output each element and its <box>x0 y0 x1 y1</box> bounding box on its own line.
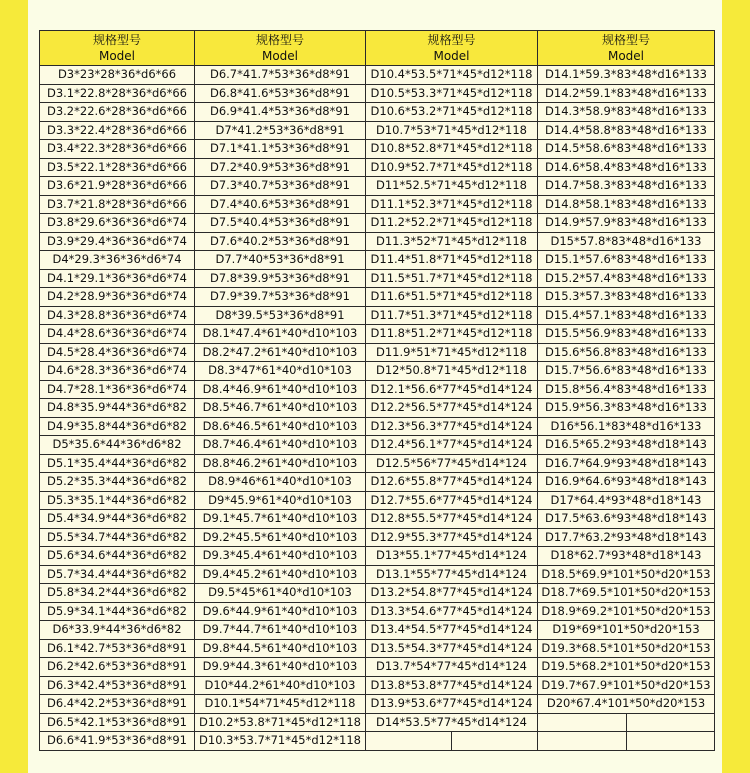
table-row <box>40 732 715 751</box>
model-cell: D15.6*56.8*83*48*d16*133 <box>538 343 715 362</box>
model-cell: D12.6*55.8*77*45*d14*124 <box>366 473 538 492</box>
model-cell: D5.4*34.9*44*36*d6*82 <box>40 510 195 529</box>
table-row <box>40 269 715 288</box>
table-row <box>40 528 715 547</box>
table-row <box>40 621 715 640</box>
model-cell: D5*35.6*44*36*d6*82 <box>40 436 195 455</box>
column-header-en: Model <box>98 49 136 63</box>
model-cell: D6*33.9*44*36*d6*82 <box>40 621 195 640</box>
model-cell: D14.4*58.8*83*48*d16*133 <box>538 121 715 140</box>
model-spec-table-body <box>40 31 715 751</box>
model-cell: D12.2*56.5*77*45*d14*124 <box>366 399 538 418</box>
model-cell: D9.8*44.5*61*40*d10*103 <box>195 639 366 658</box>
table-row <box>40 436 715 455</box>
empty-cell-split <box>538 732 714 750</box>
model-cell: D15.2*57.4*83*48*d16*133 <box>538 269 715 288</box>
table-row <box>40 473 715 492</box>
model-cell: D14.6*58.4*83*48*d16*133 <box>538 158 715 177</box>
column-header-en: Model <box>261 49 299 63</box>
model-cell: D12.7*55.6*77*45*d14*124 <box>366 491 538 510</box>
model-cell: D12.8*55.5*77*45*d14*124 <box>366 510 538 529</box>
model-cell: D10.6*53.2*71*45*d12*118 <box>366 103 538 122</box>
model-cell: D14.9*57.9*83*48*d16*133 <box>538 214 715 233</box>
table-row <box>40 380 715 399</box>
empty-cell-split <box>538 714 714 732</box>
table-row <box>40 195 715 214</box>
model-cell: D12.4*56.1*77*45*d14*124 <box>366 436 538 455</box>
model-cell: D10.8*52.8*71*45*d12*118 <box>366 140 538 159</box>
model-cell: D13.3*54.6*77*45*d14*124 <box>366 602 538 621</box>
model-cell: D18.7*69.5*101*50*d20*153 <box>538 584 715 603</box>
model-cell: D7.5*40.4*53*36*d8*91 <box>195 214 366 233</box>
table-row <box>40 713 715 732</box>
model-cell: D13.8*53.8*77*45*d14*124 <box>366 676 538 695</box>
model-cell: D6.9*41.4*53*36*d8*91 <box>195 103 366 122</box>
model-cell: D15.7*56.6*83*48*d16*133 <box>538 362 715 381</box>
model-cell: D6.4*42.2*53*36*d8*91 <box>40 695 195 714</box>
model-cell: D9.9*44.3*61*40*d10*103 <box>195 658 366 677</box>
model-cell: D4.1*29.1*36*36*d6*74 <box>40 269 195 288</box>
model-cell: D15.3*57.3*83*48*d16*133 <box>538 288 715 307</box>
model-cell: D14.7*58.3*83*48*d16*133 <box>538 177 715 196</box>
table-row <box>40 214 715 233</box>
model-cell: D9.1*45.7*61*40*d10*103 <box>195 510 366 529</box>
table-row <box>40 695 715 714</box>
model-cell: D13.7*54*77*45*d14*124 <box>366 658 538 677</box>
table-row <box>40 454 715 473</box>
table-row <box>40 84 715 103</box>
model-cell: D6.2*42.6*53*36*d8*91 <box>40 658 195 677</box>
model-cell: D16.7*64.9*93*48*d18*143 <box>538 454 715 473</box>
model-cell: D8.1*47.4*61*40*d10*103 <box>195 325 366 344</box>
model-spec-table <box>39 30 715 751</box>
model-cell: D9*45.9*61*40*d10*103 <box>195 491 366 510</box>
table-row <box>40 547 715 566</box>
model-cell: D19.5*68.2*101*50*d20*153 <box>538 658 715 677</box>
model-cell: D11.1*52.3*71*45*d12*118 <box>366 195 538 214</box>
table-row <box>40 676 715 695</box>
model-cell: D8.7*46.4*61*40*d10*103 <box>195 436 366 455</box>
model-cell: D16.5*65.2*93*48*d18*143 <box>538 436 715 455</box>
model-cell: D3.1*22.8*28*36*d6*66 <box>40 84 195 103</box>
model-cell: D15.1*57.6*83*48*d16*133 <box>538 251 715 270</box>
model-cell: D13.9*53.6*77*45*d14*124 <box>366 695 538 714</box>
model-cell: D13*55.1*77*45*d14*124 <box>366 547 538 566</box>
model-cell: D9.7*44.7*61*40*d10*103 <box>195 621 366 640</box>
model-cell: D7.6*40.2*53*36*d8*91 <box>195 232 366 251</box>
model-cell: D14.3*58.9*83*48*d16*133 <box>538 103 715 122</box>
model-cell: D8.4*46.9*61*40*d10*103 <box>195 380 366 399</box>
page-sheet <box>28 0 722 773</box>
column-header-cn: 规格型号 <box>427 33 476 47</box>
column-header-en: Model <box>607 49 645 63</box>
model-cell: D6.5*42.1*53*36*d8*91 <box>40 713 195 732</box>
model-cell: D12.3*56.3*77*45*d14*124 <box>366 417 538 436</box>
model-cell: D5.9*34.1*44*36*d6*82 <box>40 602 195 621</box>
model-cell: D8.2*47.2*61*40*d10*103 <box>195 343 366 362</box>
model-cell: D17.5*63.6*93*48*d18*143 <box>538 510 715 529</box>
model-cell: D14*53.5*77*45*d14*124 <box>366 713 538 732</box>
table-row <box>40 639 715 658</box>
model-cell: D11.4*51.8*71*45*d12*118 <box>366 251 538 270</box>
model-cell: D11.6*51.5*71*45*d12*118 <box>366 288 538 307</box>
model-cell: D3.4*22.3*28*36*d6*66 <box>40 140 195 159</box>
model-cell: D11.9*51*71*45*d12*118 <box>366 343 538 362</box>
model-cell: D12.5*56*77*45*d14*124 <box>366 454 538 473</box>
model-cell: D3.3*22.4*28*36*d6*66 <box>40 121 195 140</box>
model-cell: D15.8*56.4*83*48*d16*133 <box>538 380 715 399</box>
column-header <box>195 31 366 66</box>
model-cell: D9.5*45*61*40*d10*103 <box>195 584 366 603</box>
model-cell: D17.7*63.2*93*48*d18*143 <box>538 528 715 547</box>
table-row <box>40 177 715 196</box>
model-cell: D11.3*52*71*45*d12*118 <box>366 232 538 251</box>
model-cell: D17*64.4*93*48*d18*143 <box>538 491 715 510</box>
model-cell: D12*50.8*71*45*d12*118 <box>366 362 538 381</box>
model-cell: D5.2*35.3*44*36*d6*82 <box>40 473 195 492</box>
table-row <box>40 121 715 140</box>
table-row <box>40 658 715 677</box>
model-cell: D8.9*46*61*40*d10*103 <box>195 473 366 492</box>
table-row <box>40 343 715 362</box>
model-cell: D3.8*29.6*36*36*d6*74 <box>40 214 195 233</box>
model-cell: D10.2*53.8*71*45*d12*118 <box>195 713 366 732</box>
model-cell: D5.7*34.4*44*36*d6*82 <box>40 565 195 584</box>
model-cell: D19.3*68.5*101*50*d20*153 <box>538 639 715 658</box>
model-cell: D4*29.3*36*36*d6*74 <box>40 251 195 270</box>
table-row <box>40 306 715 325</box>
model-cell: D15.9*56.3*83*48*d16*133 <box>538 399 715 418</box>
model-cell: D14.5*58.6*83*48*d16*133 <box>538 140 715 159</box>
model-cell: D3*23*28*36*d6*66 <box>40 66 195 85</box>
table-row <box>40 399 715 418</box>
model-cell: D4.6*28.3*36*36*d6*74 <box>40 362 195 381</box>
model-cell: D20*67.4*101*50*d20*153 <box>538 695 715 714</box>
model-cell: D4.9*35.8*44*36*d6*82 <box>40 417 195 436</box>
table-header-row <box>40 31 715 66</box>
model-cell: D9.4*45.2*61*40*d10*103 <box>195 565 366 584</box>
model-cell: D5.1*35.4*44*36*d6*82 <box>40 454 195 473</box>
model-cell: D6.6*41.9*53*36*d8*91 <box>40 732 195 751</box>
model-cell: D14.1*59.3*83*48*d16*133 <box>538 66 715 85</box>
model-cell: D8*39.5*53*36*d8*91 <box>195 306 366 325</box>
model-cell: D4.7*28.1*36*36*d6*74 <box>40 380 195 399</box>
model-cell: D15.5*56.9*83*48*d16*133 <box>538 325 715 344</box>
model-cell: D4.3*28.8*36*36*d6*74 <box>40 306 195 325</box>
model-cell: D18.9*69.2*101*50*d20*153 <box>538 602 715 621</box>
model-cell: D18*62.7*93*48*d18*143 <box>538 547 715 566</box>
table-row <box>40 362 715 381</box>
column-header <box>538 31 715 66</box>
model-cell: D7*41.2*53*36*d8*91 <box>195 121 366 140</box>
model-cell: D10*44.2*61*40*d10*103 <box>195 676 366 695</box>
model-cell: D12.1*56.6*77*45*d14*124 <box>366 380 538 399</box>
model-cell: D15*57.8*83*48*d16*133 <box>538 232 715 251</box>
model-cell: D11.5*51.7*71*45*d12*118 <box>366 269 538 288</box>
model-cell: D15.4*57.1*83*48*d16*133 <box>538 306 715 325</box>
column-header-en: Model <box>433 49 470 63</box>
model-cell: D9.2*45.5*61*40*d10*103 <box>195 528 366 547</box>
model-cell: D6.3*42.4*53*36*d8*91 <box>40 676 195 695</box>
table-row <box>40 288 715 307</box>
model-cell <box>538 732 715 751</box>
table-row <box>40 491 715 510</box>
model-cell: D6.8*41.6*53*36*d8*91 <box>195 84 366 103</box>
model-cell: D4.2*28.9*36*36*d6*74 <box>40 288 195 307</box>
model-cell: D13.2*54.8*77*45*d14*124 <box>366 584 538 603</box>
model-cell: D19*69*101*50*d20*153 <box>538 621 715 640</box>
model-cell: D8.3*47*61*40*d10*103 <box>195 362 366 381</box>
column-header <box>366 31 538 66</box>
column-header-cn: 规格型号 <box>255 33 304 47</box>
empty-cell-split <box>366 732 537 750</box>
model-cell: D3.6*21.9*28*36*d6*66 <box>40 177 195 196</box>
model-cell: D4.8*35.9*44*36*d6*82 <box>40 399 195 418</box>
model-cell: D3.5*22.1*28*36*d6*66 <box>40 158 195 177</box>
model-cell: D3.2*22.6*28*36*d6*66 <box>40 103 195 122</box>
model-cell: D7.8*39.9*53*36*d8*91 <box>195 269 366 288</box>
table-row <box>40 232 715 251</box>
model-cell: D11.7*51.3*71*45*d12*118 <box>366 306 538 325</box>
model-cell: D10.3*53.7*71*45*d12*118 <box>195 732 366 751</box>
model-cell: D7.7*40*53*36*d8*91 <box>195 251 366 270</box>
model-cell: D6.7*41.7*53*36*d8*91 <box>195 66 366 85</box>
model-cell: D14.8*58.1*83*48*d16*133 <box>538 195 715 214</box>
model-cell: D12.9*55.3*77*45*d14*124 <box>366 528 538 547</box>
model-cell: D4.4*28.6*36*36*d6*74 <box>40 325 195 344</box>
model-cell: D18.5*69.9*101*50*d20*153 <box>538 565 715 584</box>
model-cell: D7.1*41.1*53*36*d8*91 <box>195 140 366 159</box>
table-row <box>40 510 715 529</box>
model-cell: D5.5*34.7*44*36*d6*82 <box>40 528 195 547</box>
table-row <box>40 565 715 584</box>
model-cell: D5.8*34.2*44*36*d6*82 <box>40 584 195 603</box>
model-cell: D10.7*53*71*45*d12*118 <box>366 121 538 140</box>
column-header <box>40 31 195 66</box>
model-cell: D11.8*51.2*71*45*d12*118 <box>366 325 538 344</box>
column-header-cn: 规格型号 <box>92 33 141 47</box>
table-row <box>40 251 715 270</box>
model-cell: D11*52.5*71*45*d12*118 <box>366 177 538 196</box>
table-row <box>40 140 715 159</box>
model-cell: D8.5*46.7*61*40*d10*103 <box>195 399 366 418</box>
model-cell: D10.4*53.5*71*45*d12*118 <box>366 66 538 85</box>
model-cell: D7.3*40.7*53*36*d8*91 <box>195 177 366 196</box>
model-cell: D11.2*52.2*71*45*d12*118 <box>366 214 538 233</box>
model-cell: D9.3*45.4*61*40*d10*103 <box>195 547 366 566</box>
model-cell: D19.7*67.9*101*50*d20*153 <box>538 676 715 695</box>
model-cell: D10.9*52.7*71*45*d12*118 <box>366 158 538 177</box>
model-cell: D13.5*54.3*77*45*d14*124 <box>366 639 538 658</box>
table-row <box>40 325 715 344</box>
model-cell: D7.4*40.6*53*36*d8*91 <box>195 195 366 214</box>
table-row <box>40 584 715 603</box>
model-cell: D3.7*21.8*28*36*d6*66 <box>40 195 195 214</box>
model-cell: D5.3*35.1*44*36*d6*82 <box>40 491 195 510</box>
model-cell <box>538 713 715 732</box>
model-cell: D3.9*29.4*36*36*d6*74 <box>40 232 195 251</box>
column-header-cn: 规格型号 <box>601 33 650 47</box>
model-cell: D13.1*55*77*45*d14*124 <box>366 565 538 584</box>
model-cell: D8.8*46.2*61*40*d10*103 <box>195 454 366 473</box>
table-row <box>40 66 715 85</box>
model-cell: D6.1*42.7*53*36*d8*91 <box>40 639 195 658</box>
table-row <box>40 417 715 436</box>
model-cell: D10.5*53.3*71*45*d12*118 <box>366 84 538 103</box>
model-cell: D4.5*28.4*36*36*d6*74 <box>40 343 195 362</box>
model-cell: D7.9*39.7*53*36*d8*91 <box>195 288 366 307</box>
model-cell: D5.6*34.6*44*36*d6*82 <box>40 547 195 566</box>
model-cell: D10.1*54*71*45*d12*118 <box>195 695 366 714</box>
model-cell: D16.9*64.6*93*48*d18*143 <box>538 473 715 492</box>
table-row <box>40 158 715 177</box>
model-cell: D7.2*40.9*53*36*d8*91 <box>195 158 366 177</box>
model-cell: D9.6*44.9*61*40*d10*103 <box>195 602 366 621</box>
model-cell: D13.4*54.5*77*45*d14*124 <box>366 621 538 640</box>
model-cell: D8.6*46.5*61*40*d10*103 <box>195 417 366 436</box>
model-cell <box>366 732 538 751</box>
table-row <box>40 602 715 621</box>
table-row <box>40 103 715 122</box>
model-cell: D16*56.1*83*48*d16*133 <box>538 417 715 436</box>
model-cell: D14.2*59.1*83*48*d16*133 <box>538 84 715 103</box>
